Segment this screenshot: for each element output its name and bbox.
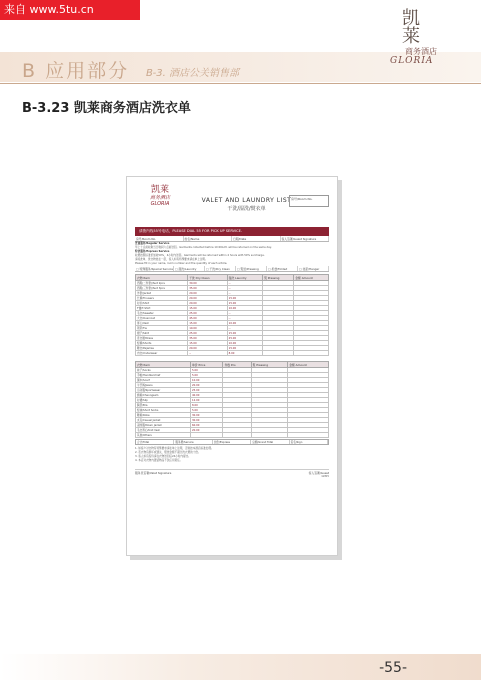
table-cell: 10.00 [227,321,262,326]
table-cell: 10.00 [227,306,262,311]
table-cell [294,351,329,356]
column-header: 干洗 Dry Clean [188,275,227,281]
table-cell: 20.00 [191,383,223,388]
table-cell: 睡袍/Robe [136,413,191,418]
table-cell: 15.00 [188,321,227,326]
table-cell [288,433,329,438]
table-cell: 30.00 [191,413,223,418]
table-cell: 35.00 [188,336,227,341]
column-header: 金额 Amount [294,275,329,281]
info-field: 客人签署/Guest Signature [281,236,330,241]
document-logo-cn: 凯莱 [150,185,169,195]
table-cell: 45.00 [188,316,227,321]
table-cell: 15.00 [188,341,227,346]
table-cell: 60.00 [191,423,223,428]
document-title [199,197,294,212]
table-cell: 10.00 [191,378,223,383]
note-line: 4. 本店对衣物内遗留物品不负任何责任。 [135,459,183,462]
table-cell: 8.00 [227,351,262,356]
description-line: 早上十点前收取当日晚间六点前送回。Garments collected before 10:00A.M. will be returned on the same day. [135,246,272,249]
valet-signature: 服务员签署/Valet Signature [135,471,172,475]
table-cell: -- [188,351,227,356]
table-cell: 5.00 [191,368,223,373]
table-cell: 运动服/Sportswear [136,388,191,393]
page-title: B-3.23 凯莱商务酒店洗衣单 [22,101,191,116]
watermark: 来自 www.5tu.cn [0,0,140,20]
table-cell [263,351,294,356]
description-line: 收费按照标准价加收50%，4小时内送回。Garments will be returned within 4 hours with 50% surcharge. [135,254,265,257]
column-header: 单价 Price [191,362,223,368]
table-cell: 短裤/Shorts [136,341,188,346]
table-cell: 20.00 [188,291,227,296]
table-cell: -- [227,311,262,316]
note-line: 1. 如客户对衣物有特殊要求请在单上注明，否则按本酒店标准处理。 [135,447,214,450]
document-logo [141,185,179,207]
table-cell: -- [227,291,262,296]
table-cell: 25.00 [188,311,227,316]
table-cell: -- [227,281,262,286]
table-cell: -- [227,316,262,321]
column-header: 件数 Pcs [223,362,251,368]
service-option: □ 湿洗/Laundry [174,266,205,271]
service-option: □ 特殊服务/Special Service [136,267,173,271]
info-field: 姓名/Name [184,236,233,241]
column-header: 熨 Pressing [263,275,294,281]
table-cell: 5.00 [191,408,223,413]
table-cell: 长裤/Trousers [136,296,188,301]
totals-row [135,439,329,445]
table-cell: 外套/Jacket [136,291,188,296]
brand-logo-cn: 凯莱 [402,8,420,47]
table-cell: 手帕/Handkerchief [136,373,191,378]
column-header: 衣物 Item [136,362,191,368]
table-cell [223,433,251,438]
table-cell: 25.00 [227,336,262,341]
table-cell: 20.00 [188,346,227,351]
document-header [135,183,329,225]
table-cell: 袜子/Socks [136,368,191,373]
table-cell: 30.00 [191,418,223,423]
total-field: 加急/Express [213,440,251,444]
document-title-en: VALET AND LAUNDRY LIST [201,197,292,204]
total-field: 总额/Grand Total [251,440,289,444]
info-field: 房号/Room No. [135,236,184,241]
table-cell: 20.00 [191,428,223,433]
table-cell: 12.00 [191,398,223,403]
guest-signature: 客人签署/Guest [308,471,329,475]
table-cell: -- [227,286,262,291]
price-table-2 [135,361,329,438]
document-title-cn: 干洗/湿洗/熨衣单 [227,206,266,212]
table-cell: 35.00 [188,286,227,291]
form-code: GM05 [321,475,329,478]
document-logo-sub: 商务酒店 [149,195,170,201]
service-option: □ 熨烫/Pressing [236,266,267,271]
service-option: □ 折叠/Folded [267,266,298,271]
table-cell: 衬衫/Shirt [136,301,188,306]
table-cell: 30.00 [188,281,227,286]
table-cell: 内衣/Underwear [136,351,188,356]
table-cell: 睡衣/Pajamas [136,346,188,351]
pickup-banner: 请拨内线55号电话，PLEASE DIAL 55 FOR PICK UP SERVICE. [135,227,329,236]
footer-bar [0,654,481,680]
note-line: 3. 客人如有投诉请在衣物送回后24小时内提出。 [135,455,191,458]
table-cell: 20.00 [188,301,227,306]
table-cell: 西服(三件套)/Suit 3pcs [136,286,188,291]
brand-logo-en: GLORIA [390,56,434,66]
service-option: □ 挂起/Hanger [298,266,329,271]
table-cell: 25.00 [188,331,227,336]
table-cell: 5.00 [191,373,223,378]
section-subtitle: B-3. 酒店公关销售部 [146,68,240,79]
table-cell: 25.00 [191,388,223,393]
table-cell: T恤/T-Shirt [136,306,188,311]
description-line: 请将此单、洗衣物放在一起，客人如有特殊要求请在单上注明。 [135,258,208,261]
table-cell: 大衣/Overcoat [136,316,188,321]
section-title: B 应用部分 [22,60,130,82]
table-cell: 衬裙/Slip [136,398,191,403]
table-cell: 15.00 [227,331,262,336]
description-line: Please fill in your name, room number and the quantity of each article. [135,262,228,265]
table-cell: 背心/Vest [136,321,188,326]
table-cell: 夹克/Casual Jacket [136,418,191,423]
table-cell: 裙子/Skirt [136,331,188,336]
terms-notes [135,447,329,463]
table-cell: 领带/Tie [136,326,188,331]
table-cell: 10.00 [188,326,227,331]
table-cell: 毛衣/Sweater [136,311,188,316]
table-cell: 胸罩/Bra [136,403,191,408]
note-line: 2. 若衣物有损坏或遗失，赔偿金额不超过洗衣费的十倍。 [135,451,201,454]
table-cell: -- [227,326,262,331]
document-logo-en: GLORIA [150,201,170,207]
price-table-1 [135,274,329,356]
page-number: -55- [379,660,407,676]
total-field: 合计/Total [136,440,174,444]
table-cell [251,433,288,438]
table-cell: 短袜/Short Socks [136,408,191,413]
table-cell: 15.00 [227,346,262,351]
room-number-box: 房号/Room No. [289,195,329,207]
table-cell: 40.00 [191,393,223,398]
table-cell: 20.00 [188,296,227,301]
table-row [136,433,329,438]
service-option: □ 干洗/Dry Clean [205,266,236,271]
column-header: 熨 Pressing [251,362,288,368]
table-cell: 其他/Others [136,433,191,438]
total-field: 签名/Sign [290,440,328,444]
table-cell: 15.00 [227,296,262,301]
brand-logo-sub: 商务酒店 [405,47,437,56]
table-cell: 15.00 [227,301,262,306]
table-cell: 10.00 [227,341,262,346]
info-field: 日期/Date [232,236,281,241]
table-cell: 连衣裙/Dress [136,336,188,341]
service-description [135,242,329,266]
table-row [136,351,329,356]
description-line: 特快服务/Express Service [135,250,170,253]
table-cell: 8.00 [191,403,223,408]
table-cell: 旗袍/Cheongsam [136,393,191,398]
table-cell: 围巾/Scarf [136,378,191,383]
laundry-list-document [126,176,338,556]
column-header: 湿洗 Laundry [227,275,262,281]
table-cell: 15.00 [188,306,227,311]
table-cell [191,433,223,438]
table-cell: 西服(二件套)/Suit 2pcs [136,281,188,286]
table-cell: 羽绒服/Down Jacket [136,423,191,428]
column-header: 金额 Amount [288,362,329,368]
total-field: 服务费/Service [174,440,212,444]
column-header: 衣物 Item [136,275,188,281]
description-line: 普通服务/Regular Service [135,242,170,245]
table-gap [135,356,329,359]
service-options-row [135,266,329,272]
table-cell: 牛仔裤/Jeans [136,383,191,388]
table-cell: 毛衣背心/Knit Vest [136,428,191,433]
